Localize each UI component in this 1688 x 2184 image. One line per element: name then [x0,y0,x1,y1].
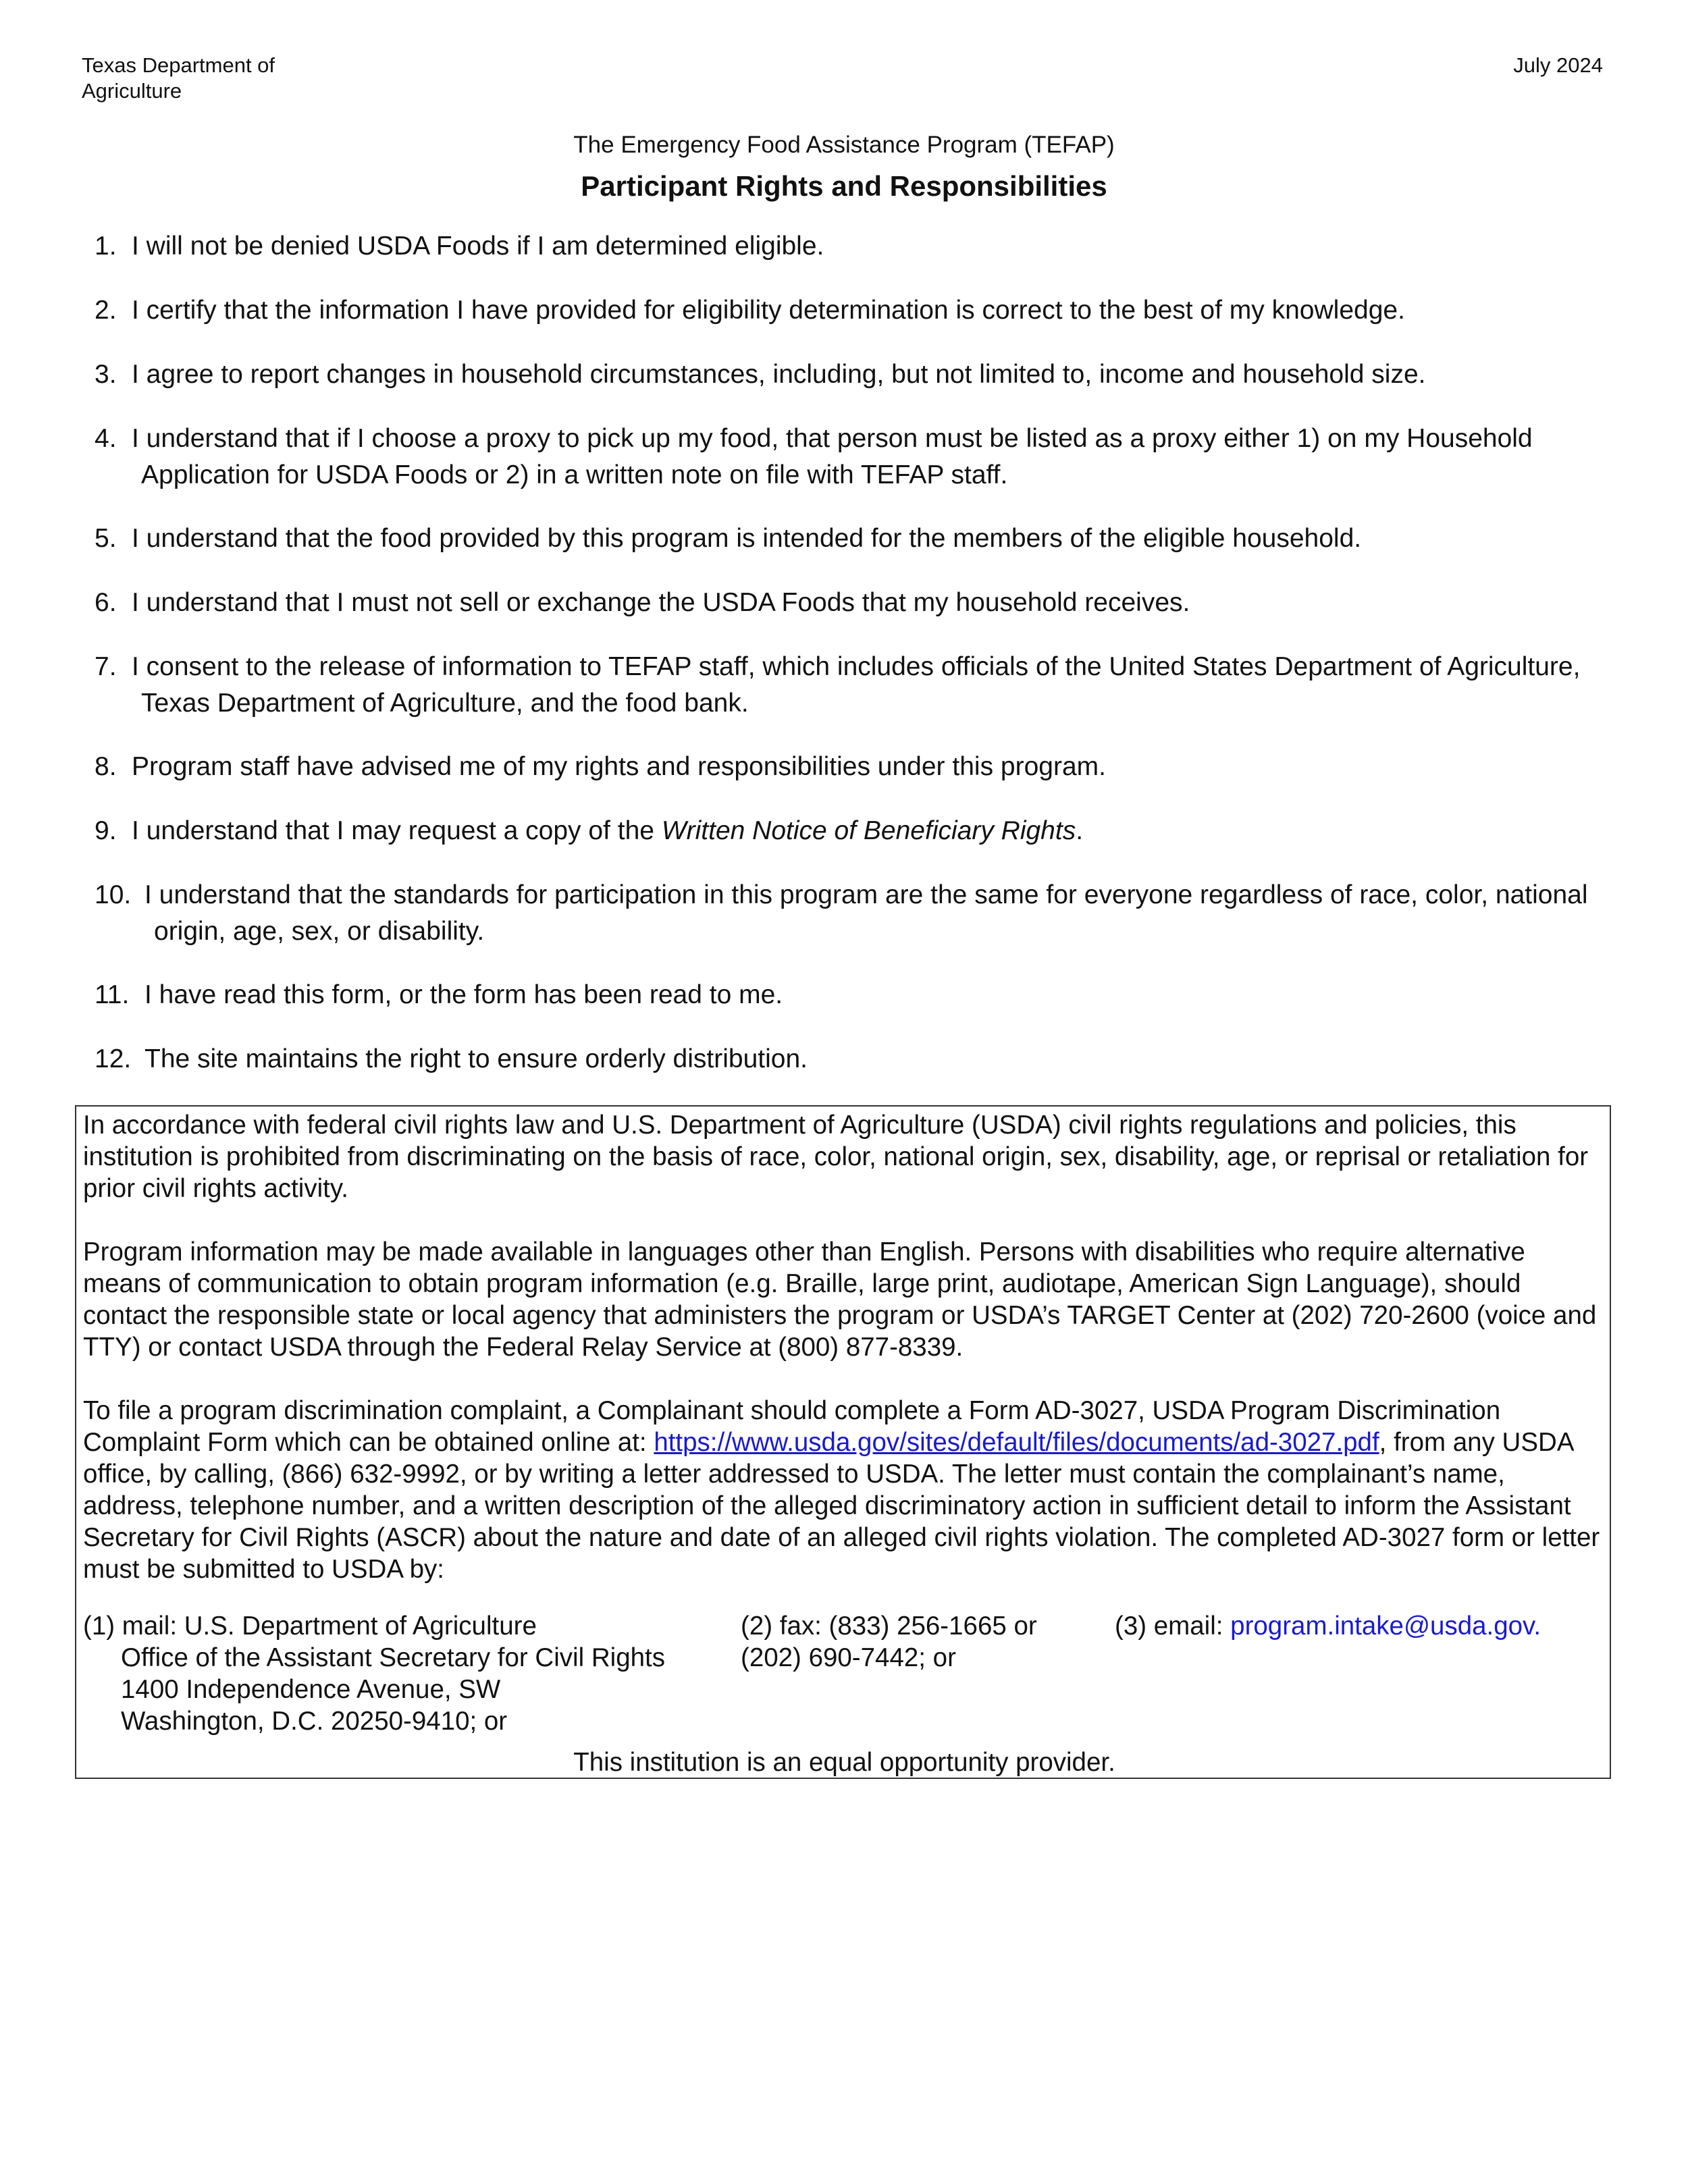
agency-line-2: Agriculture [82,79,182,103]
civil-rights-paragraph: In accordance with federal civil rights law and U.S. Department of Agriculture (USDA) civil rights regulations and policies, this institution is prohibited from discriminating on the basis of race, color, national origin, sex, disability, age, or reprisal or retaliation for prior civil rights activity. [83,1111,1589,1203]
item-number: 5. [95,524,117,553]
agency-line-1: Texas Department of [82,53,275,77]
mail-contact [83,1610,758,1737]
agency-name [82,53,275,104]
item-number: 10. [95,880,132,909]
complaint-text-after: , from any USDA office, by calling, (866) 632-9992, or by writing a letter addressed to USDA. The letter must contain the complainant’s name, address, telephone number, and a written description of the alleged discriminatory action in sufficient detail to inform the Assistant Secretary for Civil Rights (ASCR) about the nature and date of an alleged civil rights violation. The completed AD-3027 form or letter must be submitted to USDA by: [83,1428,1600,1584]
beneficiary-rights-title: Written Notice of Beneficiary Rights [661,816,1076,845]
nondiscrimination-statement-box [75,1105,1611,1779]
item-number: 3. [95,360,117,389]
item-text: The site maintains the right to ensure orderly distribution. [144,1044,808,1073]
list-item [95,421,1607,494]
list-item [95,292,1607,329]
list-item [95,649,1607,722]
item-number: 2. [95,296,117,325]
item-text: I understand that the food provided by this program is intended for the members of the eligible household. [132,524,1362,553]
item-number: 1. [95,232,117,261]
fax-line-2: (202) 690-7442; or [741,1643,956,1672]
mail-line-1: (1) mail: U.S. Department of Agriculture [83,1612,537,1641]
item-text-part: . [1076,816,1084,845]
item-number: 6. [95,588,117,617]
complaint-paragraph [83,1395,1606,1585]
ad-3027-form-link[interactable]: https://www.usda.gov/sites/default/files/documents/ad-3027.pdf [654,1428,1379,1457]
item-number: 9. [95,816,117,845]
list-item [95,228,1607,265]
fax-contact [741,1610,1092,1674]
equal-opportunity-statement: This institution is an equal opportunity provider. [573,1748,1115,1777]
item-number: 7. [95,652,117,681]
list-item [95,521,1607,557]
list-item [95,585,1607,621]
item-text [132,813,1607,849]
item-text: Program staff have advised me of my rights and responsibilities under this program. [132,752,1106,781]
complaint-text-before: To file a program discrimination complaint, a Complainant should complete a Form AD-3027, USDA Program Discrimination Complaint Form which can be obtained online at: [83,1396,1501,1457]
program-name: The Emergency Food Assistance Program (TEFAP) [573,132,1115,158]
item-number: 8. [95,752,117,781]
list-item [95,977,1607,1013]
item-text: I understand that I must not sell or exchange the USDA Foods that my household receives. [132,588,1190,617]
item-number: 11. [95,980,130,1009]
mail-line-2: Office of the Assistant Secretary for Civil Rights [121,1643,665,1672]
list-item [95,877,1607,950]
item-text: I will not be denied USDA Foods if I am determined eligible. [132,232,824,261]
item-number: 4. [95,424,117,453]
email-label: (3) email: [1115,1612,1231,1641]
email-contact [1115,1610,1587,1642]
list-item [95,749,1607,785]
item-text: I consent to the release of information to TEFAP staff, which includes officials of the United States Department of Agriculture, Texas Department of Agriculture, and the food bank. [132,652,1581,718]
page-title: Participant Rights and Responsibilities [581,170,1107,202]
language-access-paragraph: Program information may be made available in languages other than English. Persons with disabilities who require alternative means of communication to obtain program information (e.g. Braille, large print, audiotape, American Sign Language), should contact the responsible state or local agency that administers the program or USDA’s TARGET Center at (202) 720-2600 (voice and TTY) or contact USDA through the Federal Relay Service at (800) 877-8339. [83,1237,1597,1362]
item-text: I understand that the standards for participation in this program are the same for everyone regardless of race, color, national origin, age, sex, or disability. [144,880,1588,946]
item-text: I agree to report changes in household circumstances, including, but not limited to, income and household size. [132,360,1426,389]
item-text-part: I understand that I may request a copy of the [132,816,662,845]
list-item [95,356,1607,393]
list-item [95,813,1607,849]
item-number: 12. [95,1044,132,1073]
email-link[interactable]: program.intake@usda.gov. [1230,1612,1541,1641]
item-text: I understand that if I choose a proxy to pick up my food, that person must be listed as a proxy either 1) on my Household Application for USDA Foods or 2) in a written note on file with TEFAP staff. [132,424,1533,489]
item-text: I certify that the information I have provided for eligibility determination is correct to the best of my knowledge. [132,296,1405,325]
list-item [95,1041,1607,1077]
mail-line-3: 1400 Independence Avenue, SW [121,1675,501,1704]
document-date: July 2024 [1513,53,1603,77]
item-text: I have read this form, or the form has been read to me. [144,980,783,1009]
mail-line-4: Washington, D.C. 20250-9410; or [121,1707,508,1736]
fax-line-1: (2) fax: (833) 256-1665 or [741,1612,1037,1641]
